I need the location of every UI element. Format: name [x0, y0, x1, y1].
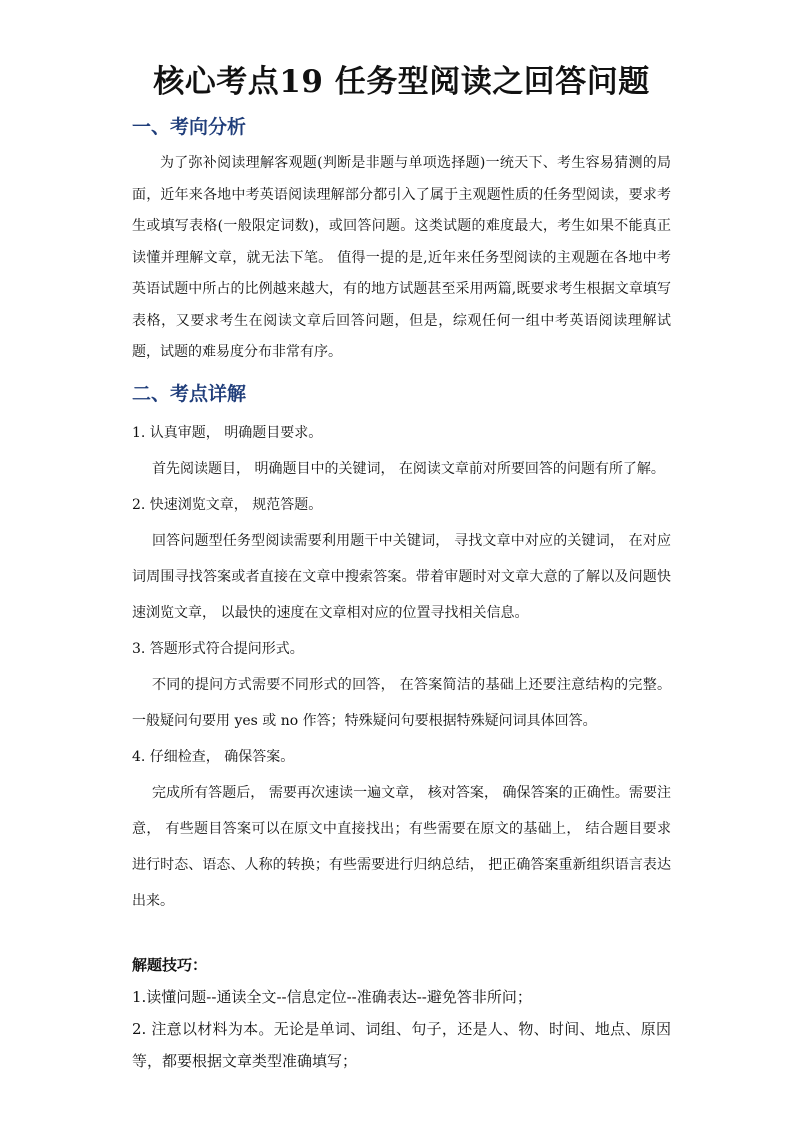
detail-item-body: 不同的提问方式需要不同形式的回答， 在答案简洁的基础上还要注意结构的完整。一般疑问句要用 yes 或 no 作答；特殊疑问句要根据特殊疑问词具体回答。	[132, 676, 671, 729]
detail-item-2	[132, 487, 671, 631]
tips-item-2: 2. 注意以材料为本。无论是单词、词组、句子，还是人、物、时间、地点、原因等，都要根据文章类型准确填写；	[132, 1019, 671, 1070]
detail-item-body: 首先阅读题目， 明确题目中的关键词， 在阅读文章前对所要回答的问题有所了解。	[152, 460, 665, 477]
section-heading-details: 二、考点详解	[132, 382, 247, 405]
detail-item-body: 完成所有答题后， 需要再次速读一遍文章， 核对答案， 确保答案的正确性。需要注意， 有些题目答案可以在原文中直接找出；有些需要在原文的基础上， 结合题目要求进行时态、语态、人称的转换；有些需要进行归纳总结， 把正确答案重新组织语言表达出来。	[132, 784, 671, 909]
detail-item-title: 4. 仔细检查， 确保答案。	[132, 748, 295, 765]
detail-item-4	[132, 739, 671, 919]
page-title: 核心考点19 任务型阅读之回答问题	[153, 64, 650, 100]
analysis-paragraph: 为了弥补阅读理解客观题(判断是非题与单项选择题)一统天下、考生容易猜测的局面，近年来各地中考英语阅读理解部分都引入了属于主观题性质的任务型阅读，要求考生或填写表格(一般限定词数)，或回答问题。这类试题的难度最大，考生如果不能真正读懂并理解文章，就无法下笔。 值得一提的是,近年来任务型阅读的主观题在各地中考英语试题中所占的比例越来越大，有的地方试题甚至采用两篇,既要求考生根据文章填写表格，又要求考生在阅读文章后回答问题，但是，综观任何一组中考英语阅读理解试题，试题的难易度分布非常有序。	[132, 155, 671, 360]
detail-item-1	[132, 415, 671, 487]
tips-heading: 解题技巧：	[132, 955, 208, 974]
detail-item-body: 回答问题型任务型阅读需要利用题干中关键词， 寻找文章中对应的关键词， 在对应词周围寻找答案或者直接在文章中搜索答案。带着审题时对文章大意的了解以及问题快速浏览文章， 以最快的速度在文章相对应的位置寻找相关信息。	[132, 532, 671, 621]
detail-item-title: 1. 认真审题， 明确题目要求。	[132, 424, 323, 441]
detail-item-title: 3. 答题形式符合提问形式。	[132, 640, 304, 657]
tips-item-1: 1.读懂问题--通读全文--信息定位--准确表达--避免答非所问；	[132, 987, 532, 1006]
detail-item-title: 2. 快速浏览文章， 规范答题。	[132, 496, 323, 513]
detail-item-3	[132, 631, 671, 739]
section-heading-analysis: 一、考向分析	[132, 116, 247, 138]
